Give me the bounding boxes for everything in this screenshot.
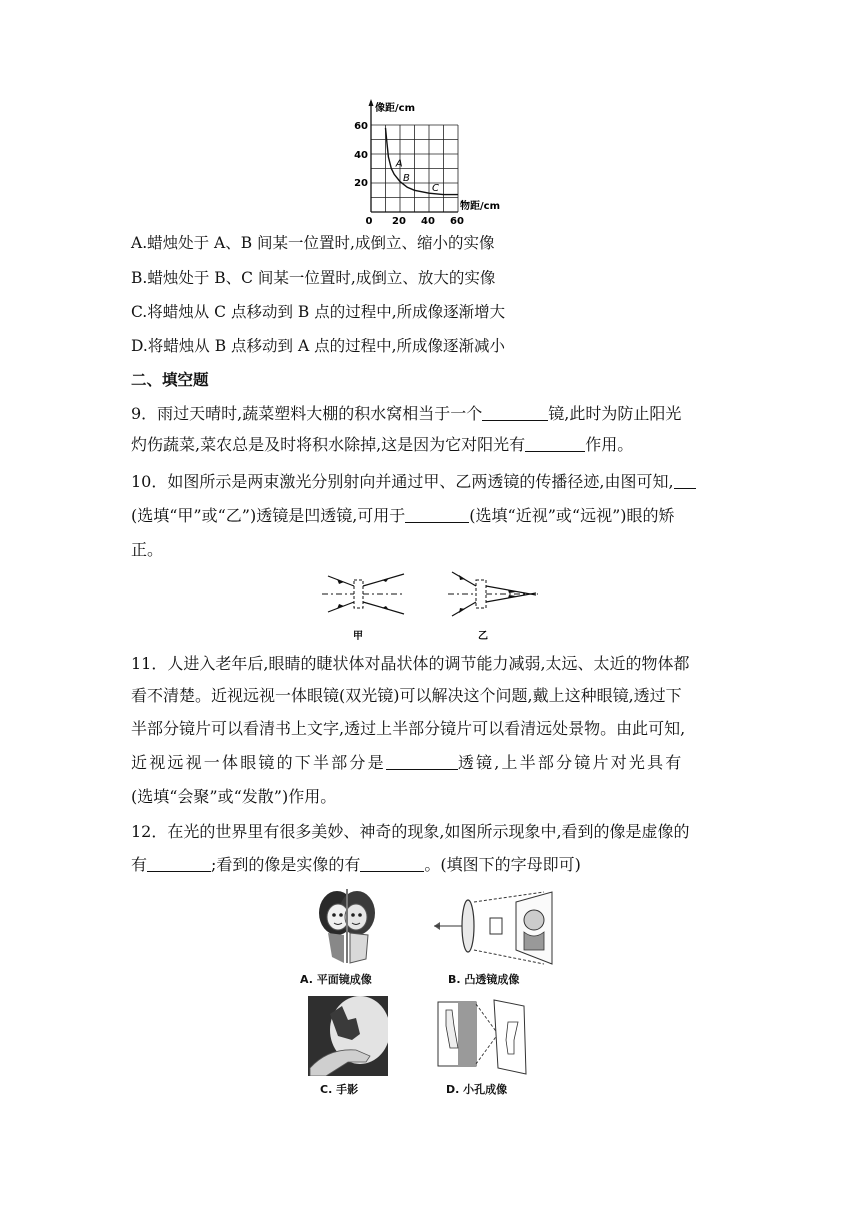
caption-c: C. 手影 (320, 1083, 359, 1096)
figure-d-pinhole (436, 996, 528, 1076)
q11-line-5: (选填“会聚”或“发散”)作用。 (131, 787, 337, 806)
lens-label-yi: 乙 (478, 631, 488, 642)
q9-text-1b: 镜,此时为防止阳光 (548, 404, 682, 423)
lens-yi-body (476, 580, 486, 608)
q12-line-1: 12．在光的世界里有很多美妙、神奇的现象,如图所示现象中,看到的像是虚像的 (131, 822, 690, 841)
section-heading: 二、填空题 (131, 371, 209, 389)
q10-text-2a: (选填“甲”或“乙”)透镜是凹透镜,可用于 (131, 506, 406, 525)
graph-point-label-a: A (395, 158, 403, 170)
q11-line-1: 11．人进入老年后,眼睛的睫状体对晶状体的调节能力减弱,太远、太近的物体都 (131, 654, 690, 673)
graph-x-tick-0: 0 (365, 216, 373, 227)
q10-text-1: 10．如图所示是两束激光分别射向并通过甲、乙两透镜的传播径迹,由图可知, (131, 472, 674, 491)
convex-lens-shape (462, 900, 474, 952)
q10-text-2b: (选填“近视”或“远视”)眼的矫 (469, 506, 675, 525)
graph-point-label-b: B (403, 173, 410, 184)
q8-option-c: C.将蜡烛从 C 点移动到 B 点的过程中,所成像逐渐增大 (131, 303, 506, 321)
q11-line-4 (131, 753, 684, 773)
graph-grid (371, 125, 458, 212)
q11-blank-1[interactable] (386, 753, 458, 770)
q9-text-2a: 灼伤蔬菜,菜农总是及时将积水除掉,这是因为它对阳光有 (131, 435, 526, 454)
lens-diagram-jia (318, 568, 408, 644)
q10-blank-1[interactable] (674, 472, 696, 489)
lens-diagram-yi (446, 568, 542, 644)
q12-text-2b: ;看到的像是实像的有 (211, 855, 361, 874)
q8-option-b: B.蜡烛处于 B、C 间某一位置时,成倒立、放大的实像 (131, 269, 496, 287)
graph-x-label: 物距/cm (460, 201, 500, 212)
q9-blank-2[interactable] (525, 435, 585, 452)
graph-x-tick-60: 60 (450, 216, 464, 227)
figure-a-plane-mirror (310, 885, 390, 965)
image-distance-graph (340, 98, 520, 228)
graph-y-arrow (369, 99, 374, 106)
q9-line-2 (131, 435, 633, 455)
lens-label-jia: 甲 (353, 631, 363, 642)
q11-line-2: 看不清楚。近视远视一体眼镜(双光镜)可以解决这个问题,戴上这种眼镜,透过下 (131, 686, 682, 705)
q9-blank-1[interactable] (482, 404, 548, 421)
lens-jia-body (354, 580, 363, 608)
q12-blank-1[interactable] (147, 855, 211, 872)
figure-c-hand-shadow (308, 996, 388, 1076)
q8-option-a: A.蜡烛处于 A、B 间某一位置时,成倒立、缩小的实像 (131, 234, 495, 252)
caption-d: D. 小孔成像 (446, 1083, 508, 1096)
graph-y-tick-20: 20 (354, 178, 368, 189)
q9-line-1 (131, 404, 681, 424)
q10-line-3: 正。 (131, 540, 164, 559)
graph-y-tick-60: 60 (354, 121, 368, 132)
graph-point-label-c: C (432, 183, 439, 195)
q8-option-d: D.将蜡烛从 B 点移动到 A 点的过程中,所成像逐渐减小 (131, 337, 506, 355)
q10-line-2 (131, 506, 675, 526)
graph-x-tick-20: 20 (392, 216, 406, 227)
figure-b-convex-lens (426, 888, 560, 968)
q12-line-2 (131, 855, 581, 875)
q12-blank-2[interactable] (360, 855, 424, 872)
q9-text-1a: 9．雨过天晴时,蔬菜塑料大棚的积水窝相当于一个 (131, 404, 483, 423)
q11-text-4b: 透镜,上半部分镜片对光具有 (457, 753, 684, 772)
q12-text-2c: 。(填图下的字母即可) (424, 855, 581, 874)
q11-line-3: 半部分镜片可以看清书上文字,透过上半部分镜片可以看清远处景物。由此可知, (131, 719, 686, 738)
q10-blank-2[interactable] (405, 506, 469, 523)
graph-y-label: 像距/cm (375, 103, 415, 114)
q10-line-1 (131, 472, 696, 492)
graph-x-tick-40: 40 (421, 216, 435, 227)
caption-b: B. 凸透镜成像 (448, 973, 520, 986)
q12-text-2a: 有 (131, 855, 148, 874)
graph-y-tick-40: 40 (354, 150, 368, 161)
q11-text-4a: 近视远视一体眼镜的下半部分是 (131, 753, 386, 772)
caption-a: A. 平面镜成像 (300, 973, 372, 986)
q9-text-2b: 作用。 (585, 435, 634, 454)
